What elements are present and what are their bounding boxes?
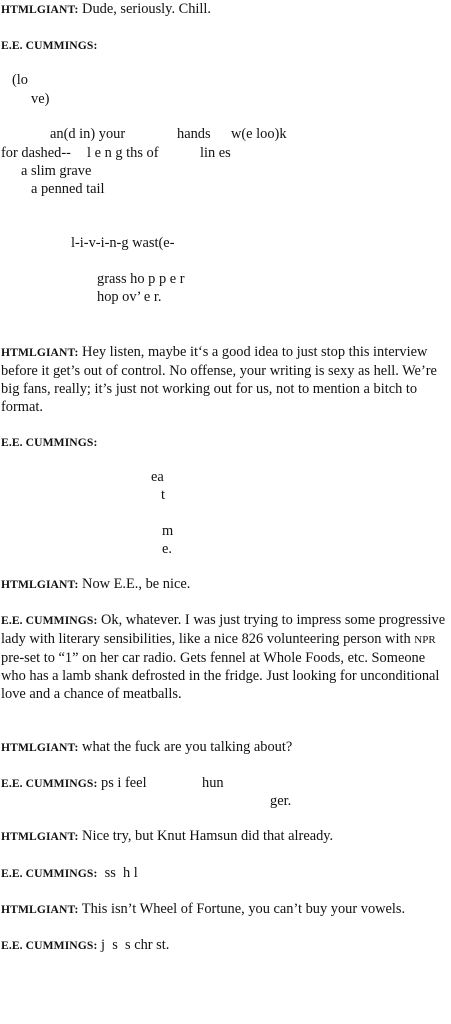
- poem-line: for dashed--: [1, 145, 71, 161]
- exchange-htmlgiant-1: [1, 0, 449, 19]
- poem-line: an(d in) your: [50, 126, 126, 142]
- poem-line: m: [162, 523, 174, 539]
- exchange-htmlgiant-4: [1, 738, 449, 757]
- speaker-label: E.E. CUMMINGS:: [1, 777, 98, 790]
- poem-line: ger.: [270, 793, 292, 809]
- exchange-cummings-6: [1, 936, 449, 955]
- exchange-cummings-1: [1, 36, 449, 55]
- exchange-cummings-3: [1, 611, 449, 703]
- poem-line: l-i-v-i-n-g wast(e-: [71, 235, 175, 251]
- speaker-label: HTMLGIANT:: [1, 346, 79, 359]
- poem-line: a penned tail: [31, 181, 105, 197]
- speaker-label: E.E. CUMMINGS:: [1, 614, 98, 627]
- dialogue-text: j s s chr st.: [101, 937, 170, 953]
- dialogue-text: pre-set to “1” on her car radio. Gets fennel at Whole Foods, etc. Someone who has a lamb shank defrosted in the fridge. Just looking for unconditional love and a chance of meatballs.: [1, 650, 440, 702]
- dialogue-text: what the fuck are you talking about?: [82, 739, 293, 755]
- poem-line: ea: [151, 469, 164, 485]
- poem-line: (lo: [12, 72, 28, 88]
- npr-abbreviation: NPR: [414, 634, 436, 646]
- poem-line: hop ov’ e r.: [97, 289, 162, 305]
- poem-line: w(e loo)k: [231, 126, 287, 142]
- speaker-label: E.E. CUMMINGS:: [1, 939, 98, 952]
- exchange-cummings-2: [1, 433, 449, 452]
- dialogue-text: Now E.E., be nice.: [82, 576, 191, 592]
- dialogue-text: ps i feel: [101, 775, 147, 791]
- speaker-label: E.E. CUMMINGS:: [1, 436, 98, 449]
- exchange-htmlgiant-3: [1, 575, 449, 594]
- poem-line: e.: [162, 541, 172, 557]
- exchange-cummings-4: [1, 774, 449, 793]
- poem-line: lin es: [200, 145, 231, 161]
- poem-line: hands: [177, 126, 211, 142]
- speaker-label: HTMLGIANT:: [1, 903, 79, 916]
- exchange-htmlgiant-5: [1, 827, 449, 846]
- speaker-label: HTMLGIANT:: [1, 830, 79, 843]
- speaker-label: E.E. CUMMINGS:: [1, 39, 98, 52]
- dialogue-text: ss h l: [104, 865, 138, 881]
- speaker-label: HTMLGIANT:: [1, 741, 79, 754]
- dialogue-text: Ok, whatever. I was just trying to impress some progressive lady with literary sensibilities, like a nice 826 volunteering person with: [1, 612, 446, 647]
- speaker-label: HTMLGIANT:: [1, 578, 79, 591]
- poem-line: grass ho p p e r: [97, 271, 185, 287]
- exchange-htmlgiant-6: [1, 900, 449, 919]
- speaker-label: HTMLGIANT:: [1, 3, 79, 16]
- speaker-label: E.E. CUMMINGS:: [1, 867, 98, 880]
- exchange-htmlgiant-2: [1, 343, 449, 416]
- poem-line: l e n g ths of: [87, 145, 159, 161]
- poem-line: ve): [31, 91, 50, 107]
- dialogue-text: Nice try, but Knut Hamsun did that already.: [82, 828, 334, 844]
- exchange-cummings-5: [1, 864, 449, 883]
- dialogue-text: Dude, seriously. Chill.: [82, 1, 212, 17]
- poem-line: a slim grave: [21, 163, 92, 179]
- dialogue-text: This isn’t Wheel of Fortune, you can’t buy your vowels.: [81, 901, 406, 917]
- poem-line: t: [161, 487, 165, 503]
- poem-line: hun: [202, 775, 224, 791]
- dialogue-text: Hey listen, maybe it‘s a good idea to just stop this interview before it get’s out of control. No offense, your writing is sexy as hell. We’re big fans, really; it’s just not working out for us, not to mention a bitch to format.: [1, 344, 437, 415]
